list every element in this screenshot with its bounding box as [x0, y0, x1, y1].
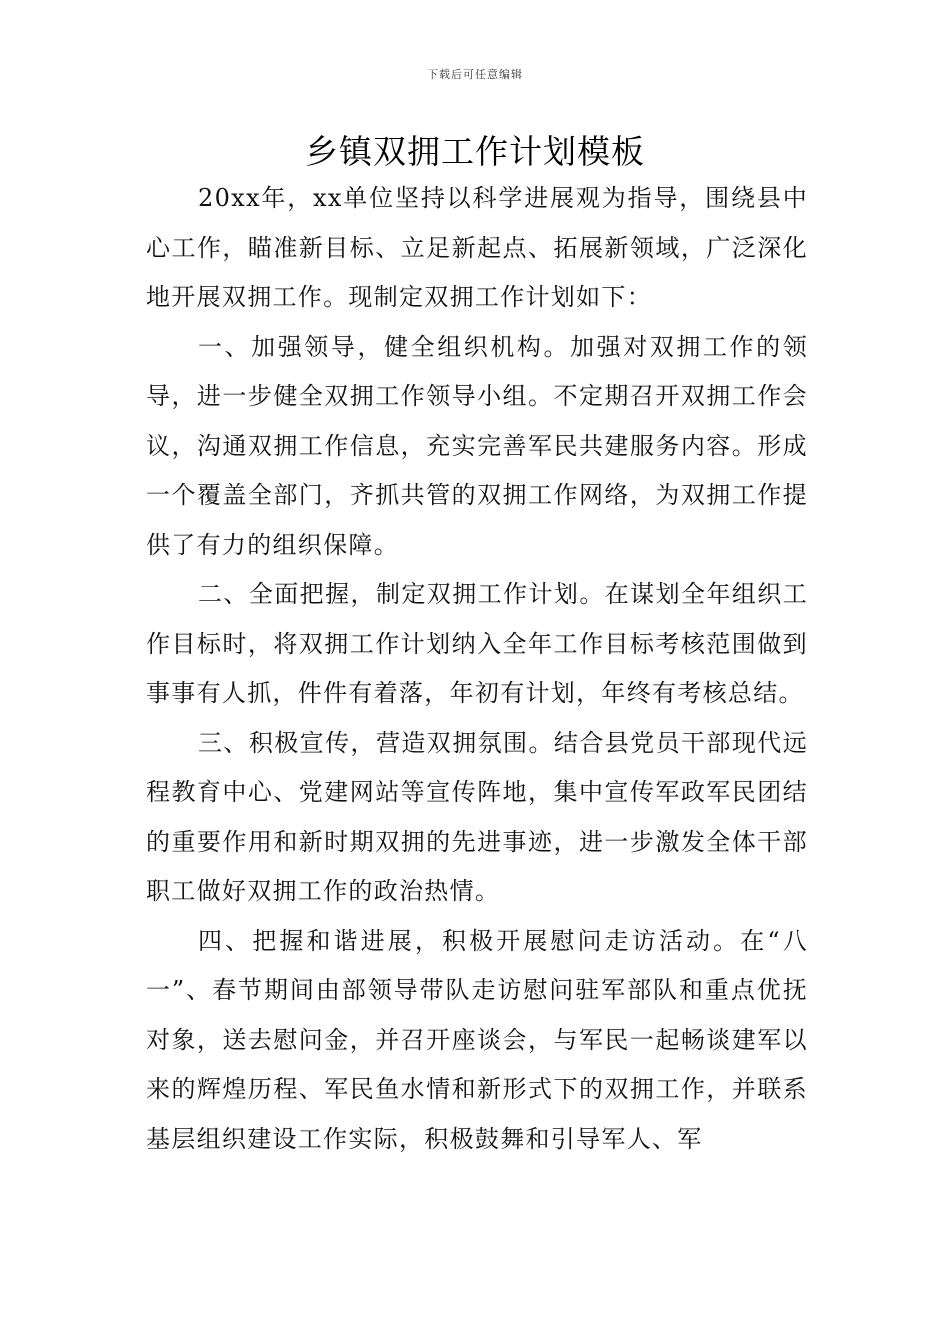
document-title: 乡镇双拥工作计划模板: [305, 132, 645, 171]
paragraph-section-1: 一、加强领导，健全组织机构。加强对双拥工作的领导，进一步健全双拥工作领导小组。不定期召开双拥工作会议，沟通双拥工作信息，充实完善军民共建服务内容。形成一个覆盖全部门，齐抓共管的双拥工作网络，为双拥工作提供了有力的组织保障。: [146, 332, 808, 559]
paragraph-section-2: 二、全面把握，制定双拥工作计划。在谋划全年组织工作目标时，将双拥工作计划纳入全年工作目标考核范围做到事事有人抓，件件有着落，年初有计划，年终有考核总结。: [146, 580, 808, 707]
paragraph-section-4: 四、把握和谐进展，积极开展慰问走访活动。在“八一”、春节期间由部领导带队走访慰问驻军部队和重点优抚对象，送去慰问金，并召开座谈会，与军民一起畅谈建军以来的辉煌历程、军民鱼水情和新形式下的双拥工作，并联系基层组织建设工作实际，积极鼓舞和引导军人、军: [146, 926, 808, 1153]
paragraph-section-3: 三、积极宣传，营造双拥氛围。结合县党员干部现代远程教育中心、党建网站等宣传阵地，集中宣传军政军民团结的重要作用和新时期双拥的先进事迹，进一步激发全体干部职工做好双拥工作的政治热情。: [146, 728, 808, 905]
header-note: 下载后可任意编辑: [427, 68, 523, 81]
paragraph-intro: 20xx年，xx单位坚持以科学进展观为指导，围绕县中心工作，瞄准新目标、立足新起点、拓展新领域，广泛深化地开展双拥工作。现制定双拥工作计划如下：: [146, 184, 808, 311]
document-body: [146, 174, 808, 1164]
